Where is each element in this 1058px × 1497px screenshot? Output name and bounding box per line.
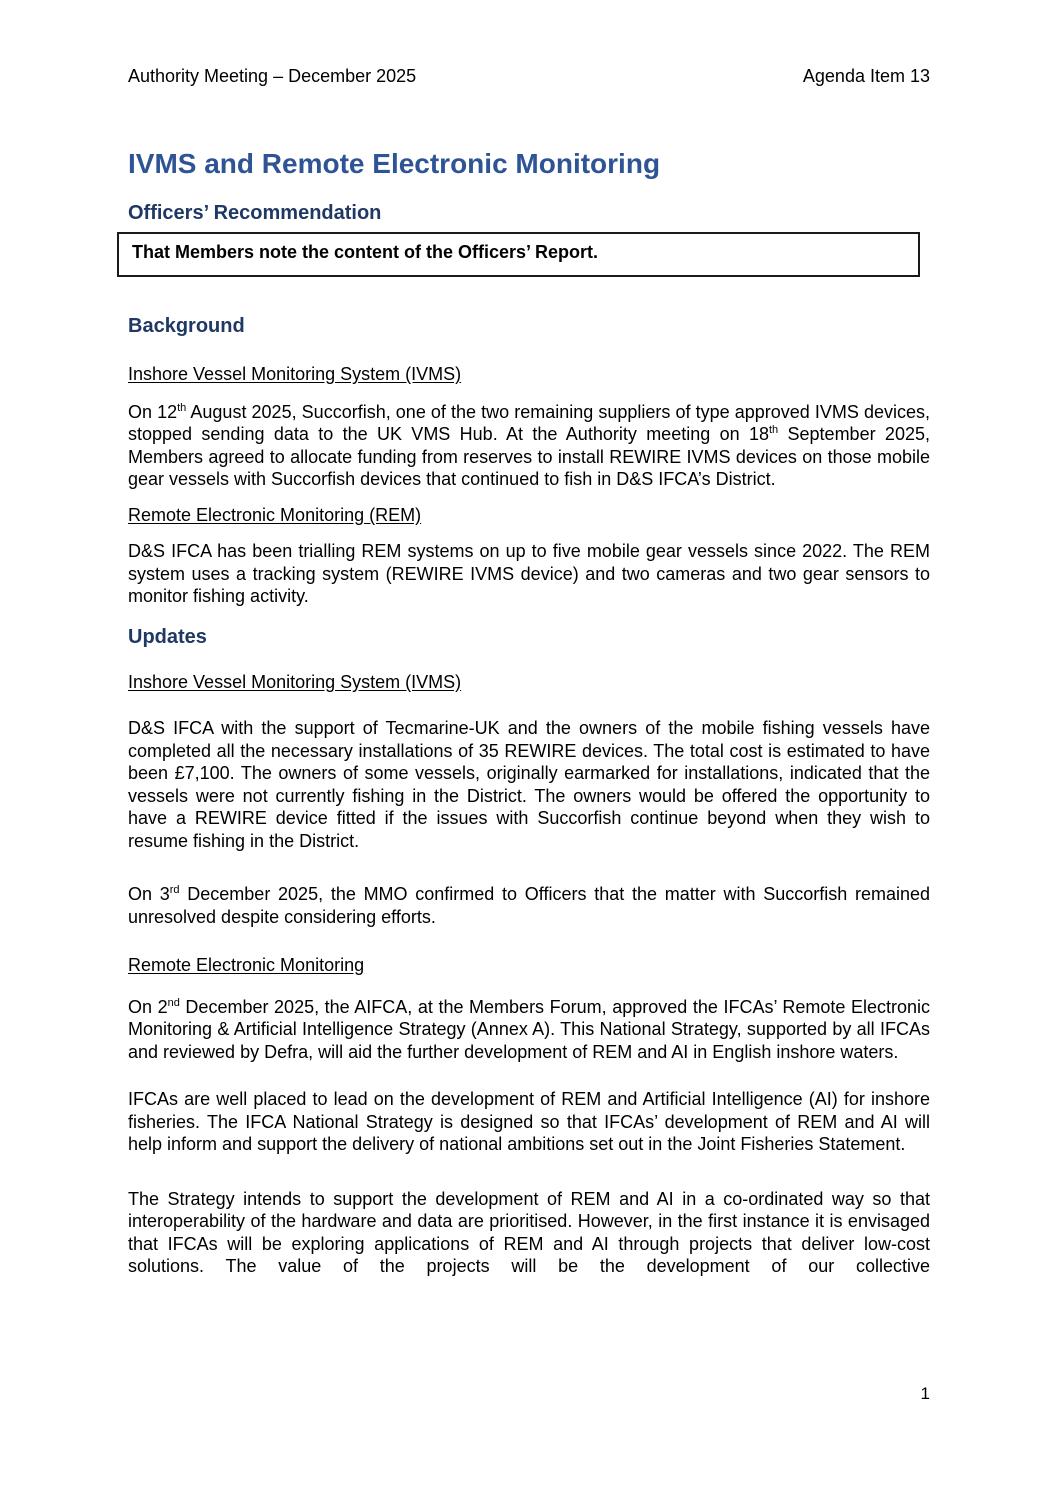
updates-heading: Updates (128, 625, 207, 648)
updates-rem-paragraph-3: The Strategy intends to support the development of REM and AI in a co-ordinated way so that interoperability of the hardware and data are prioritised. However, in the first instance it is envisaged that IFCAs will be exploring applications of REM and AI through projects that deliver low-cost solutions. The value of the projects will be the development of our collective (128, 1188, 930, 1276)
updates-rem-paragraph-2: IFCAs are well placed to lead on the development of REM and Artificial Intelligence (AI) for inshore fisheries. The IFCA National Strategy is designed so that IFCAs’ development of REM and AI will help inform and support the delivery of national ambitions set out in the Joint Fisheries Statement. (128, 1089, 930, 1154)
page-number: 1 (920, 1384, 930, 1403)
updates-rem-paragraph-1: On 2nd December 2025, the AIFCA, at the Members Forum, approved the IFCAs’ Remote Electronic Monitoring & Artificial Intelligence Strategy (Annex A). This National Strategy, supported by all IFCAs and reviewed by Defra, will aid the further development of REM and AI in English inshore waters. (128, 996, 930, 1062)
background-ivms-paragraph: On 12th August 2025, Succorfish, one of the two remaining suppliers of type approved IVMS devices, stopped sending data to the UK VMS Hub. At the Authority meeting on 18th September 2025, Members agreed to allocate funding from reserves to install REWIRE IVMS devices on those mobile gear vessels with Succorfish devices that continued to fish in D&S IFCA’s District. (128, 401, 930, 489)
background-rem-subheading: Remote Electronic Monitoring (REM) (128, 504, 422, 525)
background-heading: Background (128, 315, 245, 337)
document-title: IVMS and Remote Electronic Monitoring (128, 148, 661, 179)
updates-ivms-paragraph-1: D&S IFCA with the support of Tecmarine-UK and the owners of the mobile fishing vessels have completed all the necessary installations of 35 REWIRE devices. The total cost is estimated to have been £7,100. The owners of some vessels, originally earmarked for installations, indicated that the vessels were not currently fishing in the District. The owners would be offered the opportunity to have a REWIRE device fitted if the issues with Succorfish continue beyond when they wish to resume fishing in the District. (128, 718, 930, 851)
page-header (128, 65, 930, 87)
updates-ivms-paragraph-2: On 3rd December 2025, the MMO confirmed to Officers that the matter with Succorfish remained unresolved despite considering efforts. (128, 884, 930, 927)
header-right-text: Agenda Item 13 (802, 66, 930, 86)
background-ivms-subheading: Inshore Vessel Monitoring System (IVMS) (128, 364, 462, 384)
officers-recommendation-heading: Officers’ Recommendation (128, 202, 382, 224)
recommendation-box (117, 232, 920, 277)
header-left-text: Authority Meeting – December 2025 (128, 66, 417, 86)
recommendation-text: That Members note the content of the Officers’ Report. (132, 242, 599, 262)
updates-ivms-subheading: Inshore Vessel Monitoring System (IVMS) (128, 671, 462, 692)
background-rem-paragraph: D&S IFCA has been trialling REM systems on up to five mobile gear vessels since 2022. The REM system uses a tracking system (REWIRE IVMS device) and two cameras and two gear sensors to monitor fishing activity. (128, 541, 930, 606)
updates-rem-subheading: Remote Electronic Monitoring (128, 955, 365, 975)
